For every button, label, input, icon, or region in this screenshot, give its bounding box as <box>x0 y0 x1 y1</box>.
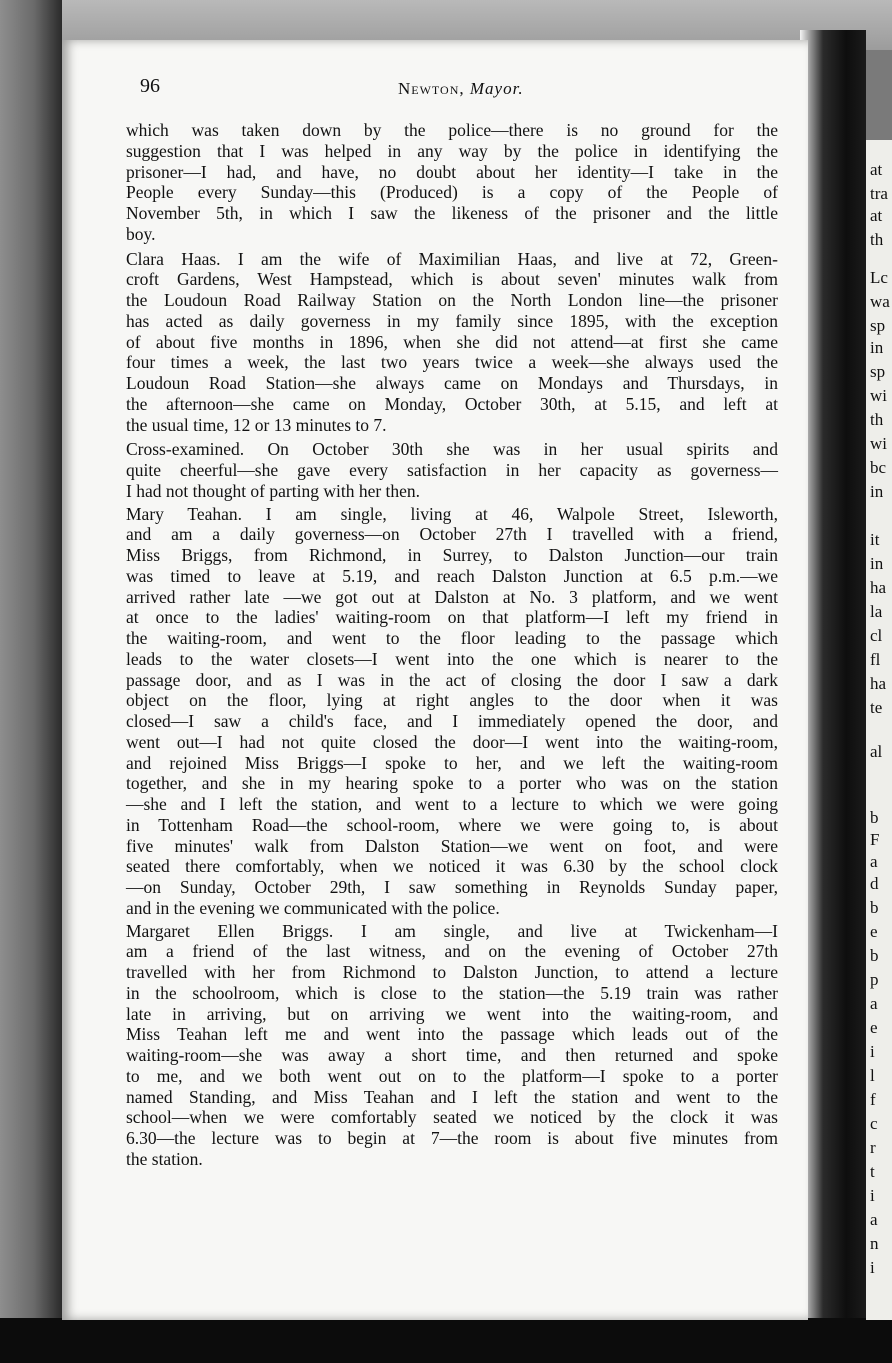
text-line: passage door, and as I was in the act of closing the door I saw a dark <box>126 669 778 690</box>
running-head-name: Newton, <box>398 79 465 98</box>
text-line: and rejoined Miss Briggs—I spoke to her, and we left the waiting-room <box>126 752 778 773</box>
running-head-title: Mayor. <box>469 79 524 98</box>
facing-page-fragment: d <box>870 874 879 893</box>
text-line: was timed to leave at 5.19, and reach Dalston Junction at 6.5 p.m.—we <box>126 565 778 586</box>
facing-page-fragment: n <box>870 1234 879 1253</box>
facing-page-fragment: c <box>870 1114 878 1133</box>
text-line: school—when we were comfortably seated we noticed by the clock it was <box>126 1107 778 1128</box>
text-line: suggestion that I was helped in any way by the police in identifying the <box>126 140 778 161</box>
text-line: I had not thought of parting with her then. <box>126 480 421 501</box>
facing-page-fragment: ha <box>870 674 887 693</box>
book-bottom-edge <box>0 1318 892 1363</box>
facing-page-fragment: Lc <box>870 268 888 287</box>
text-line: the Loudoun Road Railway Station on the North London line—the prisoner <box>126 290 778 310</box>
text-line: and in the evening we communicated with the police. <box>126 897 500 918</box>
text-line: Mary Teahan. I am single, living at 46, Walpole Street, Isleworth, <box>126 503 778 524</box>
text-line: went out—I had not quite closed the door—I went into the waiting-room, <box>126 731 778 752</box>
paragraph-p4 <box>126 504 778 919</box>
facing-page-fragment: al <box>870 742 883 761</box>
text-line: am a friend of the last witness, and on the evening of October 27th <box>126 941 778 962</box>
facing-page-fragment: i <box>870 1258 875 1277</box>
text-line: the station. <box>126 1148 203 1169</box>
text-line: Cross-examined. On October 30th she was in her usual spirits and <box>126 439 778 460</box>
facing-page-fragment: F <box>870 830 880 849</box>
facing-page-fragment: tra <box>870 184 888 203</box>
facing-page-fragment: t <box>870 1162 875 1181</box>
facing-page-fragment: at <box>870 160 883 179</box>
text-line: named Standing, and Miss Teahan and I left the station and went to the <box>126 1086 778 1107</box>
facing-page-fragment: in <box>870 554 884 573</box>
facing-page-fragment: fl <box>870 650 881 669</box>
text-line: —she and I left the station, and went to a lecture to which we were going <box>126 794 778 814</box>
facing-page-fragment: sp <box>870 362 886 381</box>
facing-page-fragment: b <box>870 898 879 917</box>
facing-page-fragment: a <box>870 852 878 871</box>
text-line: together, and she in my hearing spoke to a porter who was on the station <box>126 773 778 794</box>
facing-page-fragment: bc <box>870 458 887 477</box>
text-line: and am a daily governess—on October 27th I travelled with a friend, <box>126 524 778 545</box>
text-line: Loudoun Road Station—she always came on Mondays and Thursdays, in <box>126 373 778 393</box>
text-line: croft Gardens, West Hampstead, which is about seven' minutes walk from <box>126 269 778 290</box>
text-line: has acted as daily governess in my family since 1895, with the exception <box>126 310 778 331</box>
body-text <box>126 120 778 1170</box>
paragraph-p3 <box>126 439 778 501</box>
text-line: prisoner—I had, and have, no doubt about her identity—I take in the <box>126 161 778 182</box>
text-line: which was taken down by the police—there is no ground for the <box>126 120 778 140</box>
book-left-edge <box>0 0 62 1363</box>
text-line: in Tottenham Road—the school-room, where we were going to, is about <box>126 814 778 835</box>
facing-page-fragment: e <box>870 1018 878 1037</box>
text-line: in the schoolroom, which is close to the station—the 5.19 train was rather <box>126 982 778 1003</box>
text-line: the waiting-room, and went to the floor leading to the passage which <box>126 628 778 648</box>
book-gutter <box>800 30 866 1363</box>
facing-page-fragment: p <box>870 970 879 989</box>
text-line: late in arriving, but on arriving we went into the waiting-room, and <box>126 1003 778 1024</box>
text-line: 6.30—the lecture was to begin at 7—the room is about five minutes from <box>126 1128 778 1148</box>
facing-page-fragment: wi <box>870 386 887 405</box>
facing-page-fragment: th <box>870 230 884 249</box>
text-line: object on the floor, lying at right angles to the door when it was <box>126 690 778 711</box>
text-line: Miss Teahan left me and went into the passage which leads out of the <box>126 1024 778 1045</box>
text-line: leads to the water closets—I went into the one which is nearer to the <box>126 648 778 669</box>
text-line: Miss Briggs, from Richmond, in Surrey, to Dalston Junction—our train <box>126 545 778 565</box>
text-line: November 5th, in which I saw the likeness of the prisoner and the little <box>126 203 778 223</box>
text-line: Clara Haas. I am the wife of Maximilian Haas, and live at 72, Green- <box>126 248 778 269</box>
page-number: 96 <box>140 75 160 97</box>
text-line: the afternoon—she came on Monday, October 30th, at 5.15, and left at <box>126 393 778 414</box>
facing-page-fragment: b <box>870 946 879 965</box>
facing-page <box>866 140 892 1320</box>
facing-page-fragment: ha <box>870 578 887 597</box>
facing-page-fragment: wi <box>870 434 887 453</box>
text-line: quite cheerful—she gave every satisfaction in her capacity as governess— <box>126 460 778 480</box>
facing-page-fragment: l <box>870 1066 875 1085</box>
facing-page-fragment: i <box>870 1186 875 1205</box>
text-line: five minutes' walk from Dalston Station—we went on foot, and were <box>126 835 778 856</box>
paragraph-p1 <box>126 120 778 245</box>
text-line: four times a week, the last two years twice a week—she always used the <box>126 352 778 373</box>
text-line: travelled with her from Richmond to Dalston Junction, to attend a lecture <box>126 962 778 982</box>
facing-page-fragment: a <box>870 994 878 1013</box>
text-line: Margaret Ellen Briggs. I am single, and live at Twickenham—I <box>126 920 778 941</box>
facing-page-fragment: it <box>870 530 880 549</box>
running-head <box>398 79 524 99</box>
text-line: at once to the ladies' waiting-room on that platform—I left my friend in <box>126 607 778 628</box>
facing-page-fragment: te <box>870 698 883 717</box>
facing-page-fragment: sp <box>870 316 886 335</box>
facing-page-fragment: r <box>870 1138 876 1157</box>
text-line: seated there comfortably, when we noticed it was 6.30 by the school clock <box>126 856 778 877</box>
text-line: to me, and we both went out on to the platform—I spoke to a porter <box>126 1065 778 1086</box>
facing-page-fragment: b <box>870 808 879 827</box>
facing-page-fragment: cl <box>870 626 883 645</box>
facing-page-fragment: f <box>870 1090 876 1109</box>
text-line: waiting-room—she was away a short time, and then returned and spoke <box>126 1045 778 1065</box>
facing-page-fragment: a <box>870 1210 878 1229</box>
facing-page-fragment: e <box>870 922 878 941</box>
facing-page-fragment: wa <box>870 292 890 311</box>
paragraph-p5 <box>126 921 778 1170</box>
text-line: the usual time, 12 or 13 minutes to 7. <box>126 414 387 435</box>
facing-page-fragment: la <box>870 602 883 621</box>
paragraph-p2 <box>126 249 778 436</box>
facing-page-fragment: at <box>870 206 883 225</box>
facing-page-fragment: in <box>870 338 884 357</box>
text-line: boy. <box>126 223 156 244</box>
text-line: of about five months in 1896, when she did not attend—at first she came <box>126 331 778 352</box>
facing-page-fragment: i <box>870 1042 875 1061</box>
text-line: People every Sunday—this (Produced) is a copy of the People of <box>126 182 778 203</box>
text-line: arrived rather late —we got out at Dalston at No. 3 platform, and we went <box>126 586 778 607</box>
facing-page-fragment: in <box>870 482 884 501</box>
page-header <box>140 75 800 105</box>
text-line: —on Sunday, October 29th, I saw something in Reynolds Sunday paper, <box>126 877 778 897</box>
text-line: closed—I saw a child's face, and I immediately opened the door, and <box>126 711 778 731</box>
facing-page-fragment: th <box>870 410 884 429</box>
